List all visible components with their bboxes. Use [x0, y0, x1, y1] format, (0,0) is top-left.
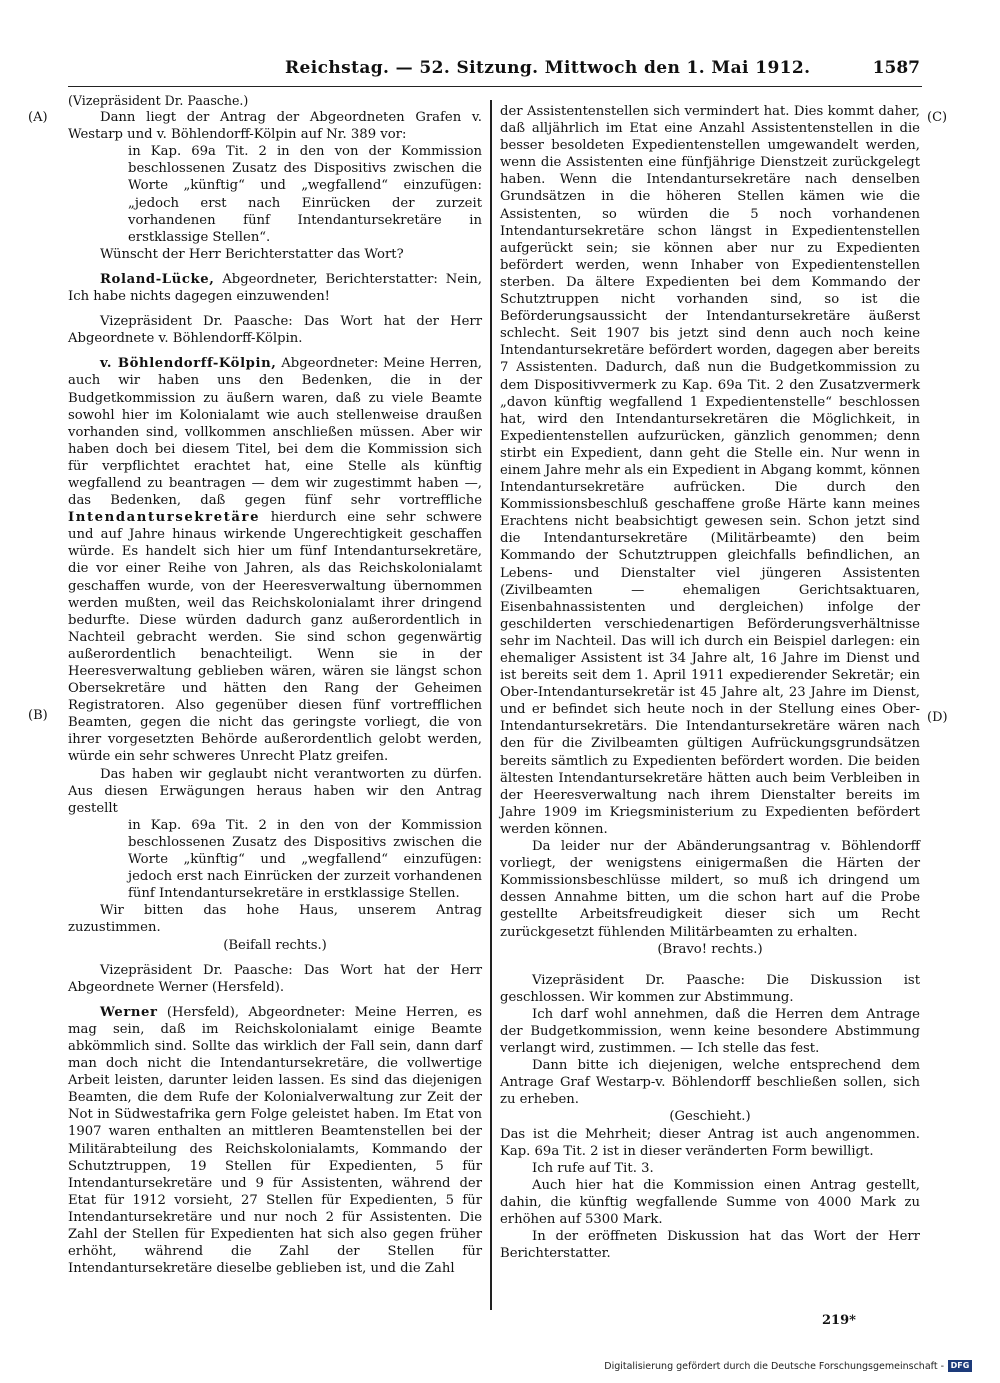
paragraph: Das ist die Mehrheit; dieser Antrag ist auch angenommen. Kap. 69a Tit. 2 ist in dieser veränderten Form bewilligt.: [500, 1126, 920, 1159]
footer: [604, 1360, 972, 1372]
margin-marker-b: (B): [28, 708, 48, 723]
left-column: [68, 92, 482, 1277]
speech-werner: [68, 1004, 482, 1278]
paragraph: Ich rufe auf Tit. 3.: [532, 1160, 654, 1176]
page-number: 1587: [872, 58, 920, 78]
speaker-caption: (Vizepräsident Dr. Paasche.): [68, 93, 249, 108]
paragraph: Vizepräsident Dr. Paasche: Das Wort hat der Herr Abgeordnete v. Böhlendorff-Kölpin.: [68, 314, 482, 347]
header-rule: [68, 86, 922, 87]
running-title: Reichstag. — 52. Sitzung. Mittwoch den 1. Mai 1912.: [285, 58, 811, 78]
paragraph: Wünscht der Herr Berichterstatter das Wort?: [100, 246, 404, 262]
speaker-name: Werner: [100, 1004, 158, 1020]
speech-text: (Hersfeld), Abgeordneter: Meine Herren, es mag sein, daß im Reichskolonialamt einige Beamte abkömmlich sind. Sollte das wirklich der Fall sein, dann darf man doch nicht die Intendantursekretäre, die vollwertige Arbeit leisten, darunter leiden lassen. Es sind das diejenigen Beamten, die dem Rufe der Kolonialverwaltung zur Zeit der Not in Südwestafrika gern Folge geleistet haben. Im Etat von 1907 waren enthalten an mittleren Beamtenstellen bei der Militärabteilung des Reichskolonialamts, Kommando der Schutztruppen, 19 Stellen für Expedienten, 5 für Intendantursekretäre und 9 für Assistenten, während der Etat für 1912 vorsieht, 27 Stellen für Expedienten, 5 für Intendantursekretäre und nur noch 2 für Assistenten. Die Zahl der Stellen für Expedienten hat sich also gegen früher erhöht, während die Zahl der Stellen für Intendantursekretäre dieselbe geblieben ist, und die Zahl: [68, 1004, 482, 1277]
paragraph: Da leider nur der Abänderungsantrag v. Böhlendorff vorliegt, der wenigstens einigermaßen die Härten der Kommissionsbeschlüsse mildert, so muß ich dringend um dessen Annahme bitten, um die schon hart auf die Probe gestellte Arbeitsfreudigkeit dieser sich um Recht zurückgesetzt fühlenden Militärbeamten zu erhalten.: [500, 839, 920, 940]
speech-text: hierdurch eine sehr schwere und auf Jahre hinaus wirkende Ungerechtigkeit geschaffen würde. Es handelt sich hier um fünf Intendantursekretäre, die vor einer Reihe von Jahren, als das Reichskolonialamt geschaffen wurde, von der Heeresverwaltung übernommen werden mußten, weil das Reichskolonialamt ihrer dringend bedurfte. Diese würden dadurch ganz außerordentlich in Nachteil gebracht werden. Sie sind schon gegenwärtig außerordentlich benachteiligt. Wenn sie in der Heeresverwaltung geblieben wären, wären sie längst schon Obersekretäre und hätten den Rang der Geheimen Registratoren. Also gegenüber diesen fünf vortrefflichen Beamten, gegen die nicht das geringste vorliegt, die von ihrer vorgesetzten Behörde außerordentlich gelobt werden, würde ein sehr schweres Unrecht Platz greifen.: [68, 510, 482, 765]
margin-marker-c: (C): [927, 110, 948, 125]
interjection: (Bravo! rechts.): [657, 941, 763, 957]
margin-marker-a: (A): [28, 110, 48, 125]
paragraph: Dann liegt der Antrag der Abgeordneten Grafen v. Westarp und v. Böhlendorff-Kölpin auf Nr. 389 vor:: [68, 110, 482, 143]
interjection: (Geschieht.): [669, 1109, 751, 1125]
paragraph: der Assistentenstellen sich vermindert hat. Dies kommt daher, daß alljährlich im Etat eine Anzahl Assistentenstellen in die besser besoldeten Expedientenstellen umgewandelt werden, wenn die Assistenten eine fünfjährige Dienstzeit zurückgelegt haben. Wenn die Intendantursekretäre nach denselben Grundsätzen in die höheren Stellen kämen wie die Assistenten, so würden die 5 noch vorhandenen Intendantursekretäre schon längst in Expedientenstellen aufgerückt sein; sie können aber nur zu Expedienten befördert werden, wenn Inhaber von Expedientenstellen sterben. Da ältere Expedienten bei dem Kommando der Schutztruppen nicht vorhanden sind, so ist die Beförderungsaussicht der Intendantursekretäre äußerst schlecht. Seit 1907 bis jetzt sind denn auch noch keine Intendantursekretäre befördert worden, dagegen aber bereits 7 Assistenten. Dadurch, daß nun die Budgetkommission zu dem Dispositivvermerk zu Kap. 69a Tit. 2 den Zusatzvermerk „davon künftig wegfallend 1 Expedientenstelle“ beschlossen hat, wird den Intendantursekretären die Möglichkeit, in Expedientenstellen aufzurücken, gänzlich genommen; denn stirbt ein Expedient, dann geht die Stelle ein. Nur wenn in einem Jahre mehr als ein Expedient in Abgang kommt, können Intendantursekretäre aufrücken. Die durch den Kommissionsbeschluß geschaffene große Härte kann meines Erachtens nicht beabsichtigt gewesen sein. Schon jetzt sind die Intendantursekretäre (Militärbeamte) den beim Kommando der Schutztruppen gleichfalls befindlichen, an Lebens- und Dienstalter viel jüngeren Assistenten (Zivilbeamten — ehemaligen Gerichtsaktuaren, Eisenbahnassistenten und dergleichen) infolge der geschilderten verschiedenartigen Beförderungsverhältnisse sehr im Nachteil. Das will ich durch ein Beispiel darlegen: ein ehemaliger Assistent ist 34 Jahre alt, 16 Jahre im Dienst und ist bereits seit dem 1. April 1911 expedierender Sekretär; ein Ober-Intendantursekretär ist 45 Jahre alt, 23 Jahre im Dienst, und er befindet sich heute noch in der Stellung eines Ober-Intendantursekretärs. Die Intendantursekretäre wären nach den für die Zivilbeamten gültigen Aufrückungsgrundsätzen bereits sämtlich zu Expedienten befördert worden. Die beiden ältesten Intendantursekretäre hätten auch beim Verbleiben in der Heeresverwaltung nach ihrem Dienstalter bereits im Jahre 1909 im Kriegsministerium zu Expedienten befördert werden können.: [500, 104, 920, 837]
emphasis: Intendantursekretäre: [68, 510, 261, 526]
speaker-name: v. Böhlendorff-Kölpin,: [100, 356, 277, 372]
speech-text: Abgeordneter: Meine Herren, auch wir haben uns den Bedenken, die in der Budgetkommission zu äußern waren, daß zu viele Beamte sowohl hier im Kolonialamt wie auch stellenweise draußen vorhanden sind, vollkommen anschließen müssen. Aber wir haben doch bei diesem Titel, bei dem die Kommission sich für verpflichtet erachtet hat, eine Stelle als künftig wegfallend zu beantragen — dem wir zugestimmt haben —, das Bedenken, daß gegen fünf sehr vortreffliche: [68, 356, 482, 509]
paragraph: Auch hier hat die Kommission einen Antrag gestellt, dahin, die künftig wegfallende Summe von 4000 Mark zu erhöhen auf 5300 Mark.: [500, 1177, 920, 1227]
dfg-logo: DFG: [948, 1360, 972, 1372]
page-header: [70, 58, 920, 88]
margin-marker-d: (D): [927, 710, 948, 725]
column-divider: [490, 100, 492, 1310]
motion-quote: in Kap. 69a Tit. 2 in den von der Kommission beschlossenen Zusatz des Dispositivs zwischen die Worte „künftig“ und „wegfallend“ einzufügen: jedoch erst nach Einrücken der zurzeit vorhandenen fünf Intendantursekretäre in erstklassige Stellen.: [128, 817, 482, 902]
motion-quote: in Kap. 69a Tit. 2 in den von der Kommission beschlossenen Zusatz des Dispositivs zwischen die Worte „künftig“ und „wegfallend“ einzufügen: „jedoch erst nach Einrücken der zurzeit vorhandenen fünf Intendantursekretäre in erstklassige Stellen“.: [128, 144, 482, 245]
interjection: (Beifall rechts.): [223, 937, 327, 953]
paragraph: Vizepräsident Dr. Paasche: Die Diskussion ist geschlossen. Wir kommen zur Abstimmung.: [500, 972, 920, 1005]
paragraph: In der eröffneten Diskussion hat das Wort der Herr Berichterstatter.: [500, 1229, 920, 1262]
paragraph: Wir bitten das hohe Haus, unserem Antrag zuzustimmen.: [68, 903, 482, 936]
speech-boehlendorff: [68, 355, 482, 765]
footer-text: Digitalisierung gefördert durch die Deutsche Forschungsgemeinschaft -: [604, 1360, 944, 1372]
speaker-name: Roland-Lücke,: [100, 271, 215, 287]
paragraph: Das haben wir geglaubt nicht verantworten zu dürfen. Aus diesen Erwägungen heraus haben wir den Antrag gestellt: [68, 766, 482, 816]
speech-text: Abgeordneter, Berichterstatter: Nein, Ich habe nichts dagegen einzuwenden!: [68, 271, 482, 305]
paragraph: Dann bitte ich diejenigen, welche entsprechend dem Antrage Graf Westarp-v. Böhlendorff beschließen sollen, sich zu erheben.: [500, 1058, 920, 1108]
paragraph: Vizepräsident Dr. Paasche: Das Wort hat der Herr Abgeordnete Werner (Hersfeld).: [68, 962, 482, 995]
speech-roland-luecke: [68, 271, 482, 305]
paragraph: Ich darf wohl annehmen, daß die Herren dem Antrage der Budgetkommission, wenn keine besondere Abstimmung verlangt wird, zustimmen. — Ich stelle das fest.: [500, 1006, 920, 1057]
signature-mark: 219*: [822, 1313, 856, 1328]
right-column: [500, 103, 920, 1262]
